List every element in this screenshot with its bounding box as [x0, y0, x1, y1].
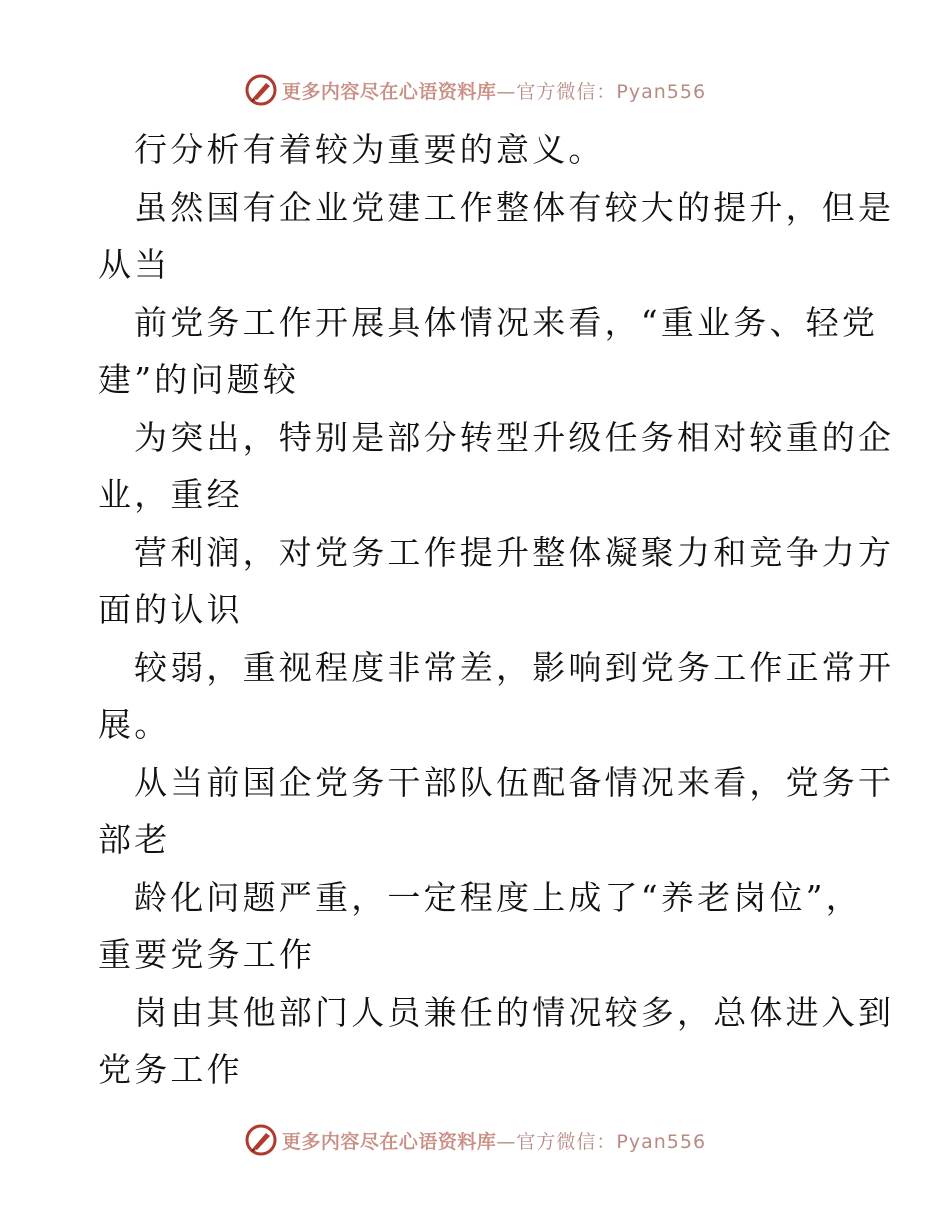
- footer-site-text: 更多内容尽在心语资料库: [281, 1130, 497, 1153]
- text-line: 从当: [98, 245, 171, 284]
- text-line: 龄化问题严重，一定程度上成了“养老岗位”，: [134, 877, 862, 917]
- text-line: 虽然国有企业党建工作整体有较大的提升，但是: [134, 187, 895, 227]
- text-line: 党务工作: [98, 1050, 243, 1089]
- text-line: 营利润，对党务工作提升整体凝聚力和竞争力方: [134, 532, 895, 572]
- text-line: 从当前国企党务干部队伍配备情况来看，党务干: [134, 762, 895, 802]
- text-line: 建”的问题较: [98, 360, 300, 399]
- footer-banner: [0, 1120, 950, 1160]
- quill-pen-logo-icon: [244, 73, 278, 107]
- text-line: 为突出，特别是部分转型升级任务相对较重的企: [134, 417, 895, 457]
- header-banner: [0, 70, 950, 110]
- text-line: 业，重经: [98, 475, 243, 514]
- text-line: 面的认识: [98, 590, 243, 629]
- header-site-text: 更多内容尽在心语资料库: [281, 80, 497, 103]
- text-line: 重要党务工作: [98, 935, 316, 974]
- header-wechat-text: —官方微信：Pyan556: [496, 80, 707, 103]
- text-line: 较弱，重视程度非常差，影响到党务工作正常开: [134, 647, 895, 687]
- text-line: 岗由其他部门人员兼任的情况较多，总体进入到: [134, 992, 895, 1032]
- quill-pen-logo-icon: [244, 1123, 278, 1157]
- document-body: [98, 121, 895, 1099]
- text-line: 部老: [98, 820, 171, 859]
- text-line: 展。: [98, 705, 171, 744]
- text-line: 行分析有着较为重要的意义。: [134, 130, 605, 169]
- text-line: 前党务工作开展具体情况来看，“重业务、轻党: [134, 302, 879, 342]
- footer-wechat-text: —官方微信：Pyan556: [496, 1130, 707, 1153]
